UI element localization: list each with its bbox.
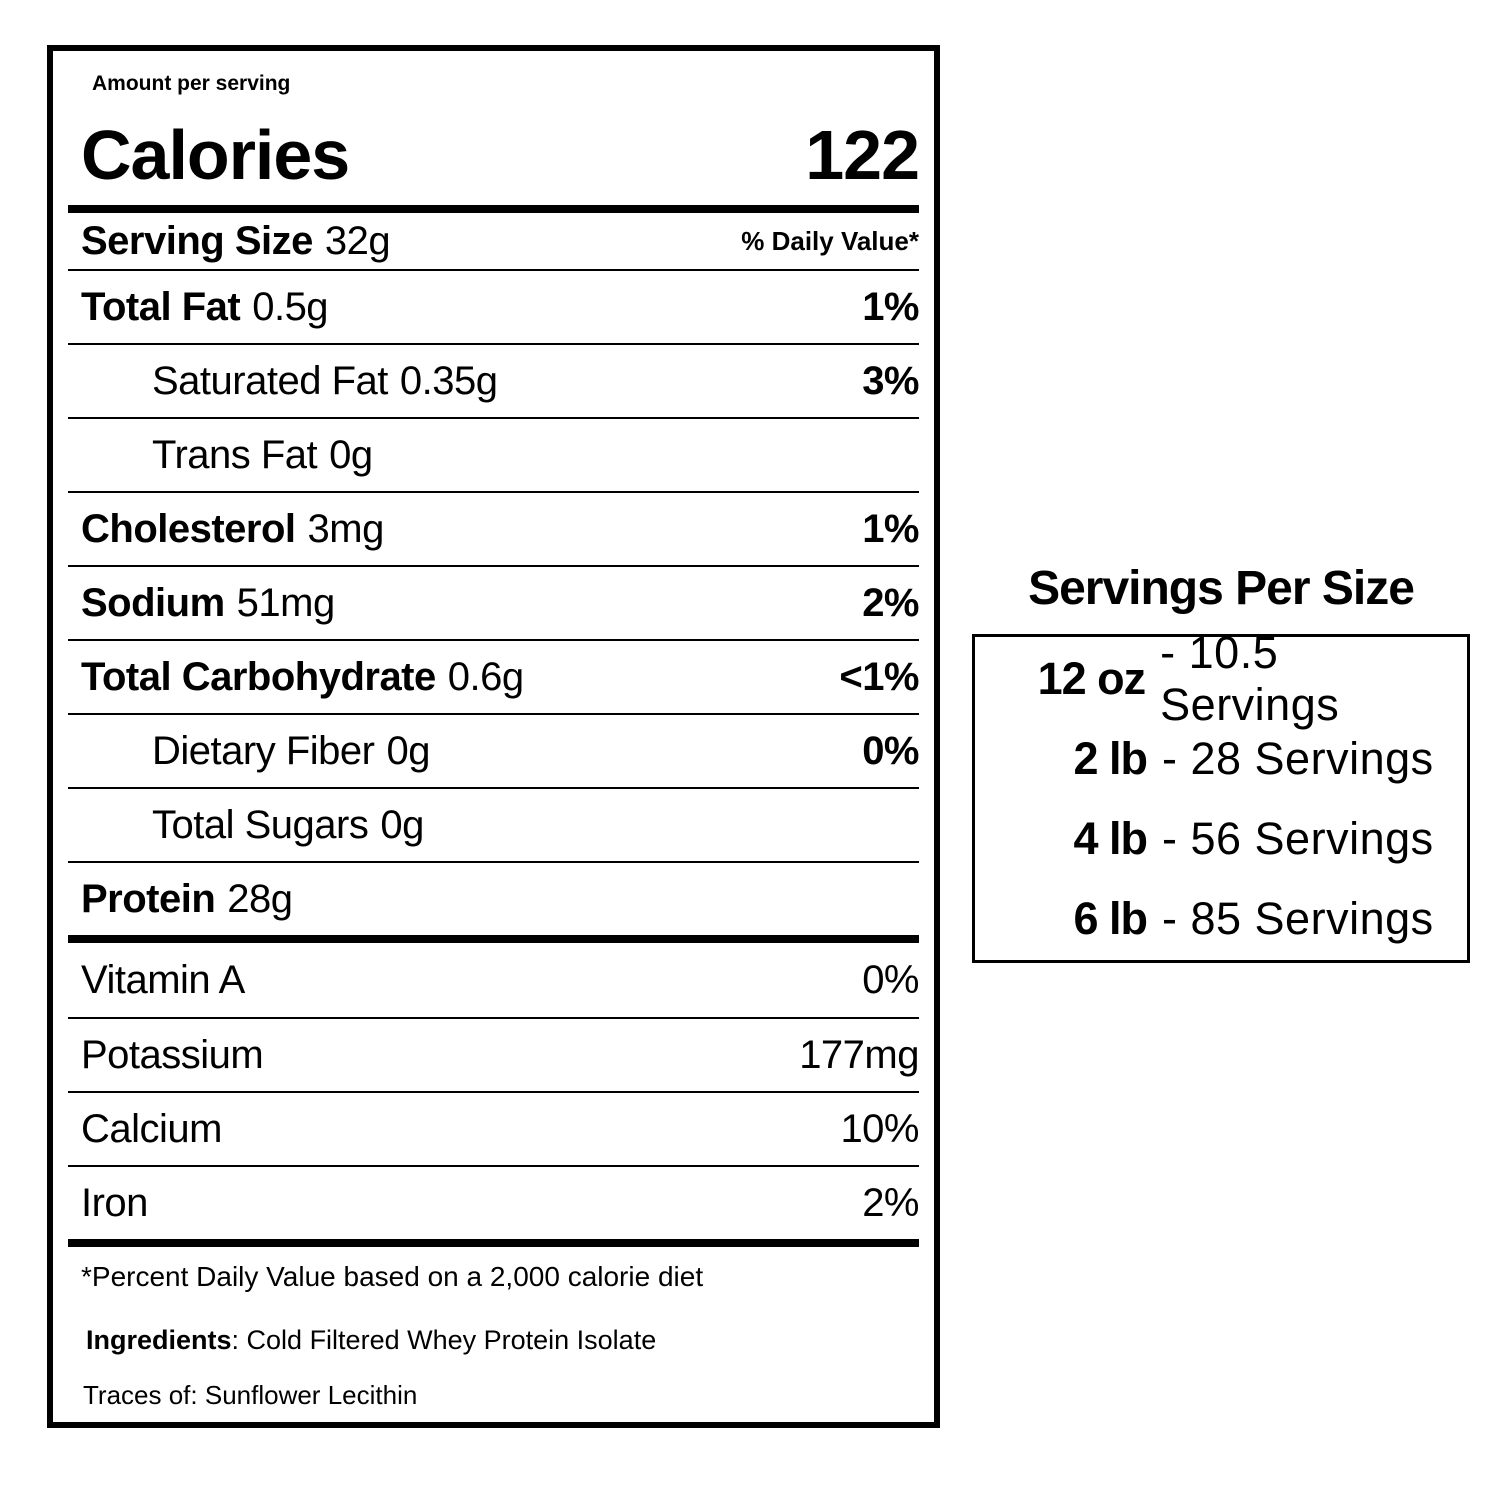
- servings-size: 2 lb: [1073, 732, 1147, 784]
- micronutrient-row-vitamin-a: [68, 943, 919, 1017]
- micronutrient-value: 177mg: [799, 1032, 919, 1077]
- micronutrient-value: 0%: [862, 957, 919, 1002]
- nutrient-dv: <1%: [839, 654, 919, 699]
- nutrient-amount: 0g: [329, 432, 373, 477]
- micronutrient-label: Potassium: [81, 1032, 264, 1077]
- nutrient-amount: 51mg: [236, 580, 335, 625]
- nutrient-dv: 1%: [862, 284, 919, 329]
- nutrient-label: Protein: [81, 876, 216, 921]
- ingredients-value: : Cold Filtered Whey Protein Isolate: [231, 1325, 657, 1355]
- nutrient-amount: 0g: [386, 728, 430, 773]
- servings-panel-title: Servings Per Size: [1028, 562, 1414, 615]
- nutrient-label: Trans Fat: [152, 432, 318, 477]
- nutrient-amount: 0g: [380, 802, 424, 847]
- nutrient-row-protein: [68, 861, 919, 935]
- nutrient-dv: 0%: [862, 728, 919, 773]
- nutrient-row-total-carbohydrate: [68, 639, 919, 713]
- nutrient-dv: 2%: [862, 580, 919, 625]
- servings-count: - 28 Servings: [1162, 732, 1434, 784]
- nutrient-amount: 0.5g: [252, 284, 329, 329]
- servings-panel: [972, 626, 1470, 963]
- nutrient-amount: 3mg: [307, 506, 384, 551]
- nutrient-label: Dietary Fiber: [152, 728, 375, 773]
- nutrient-row-total-fat: [68, 269, 919, 343]
- divider-thick: [68, 935, 919, 943]
- servings-size: 12 oz: [1037, 652, 1146, 704]
- nutrient-row-dietary-fiber: [68, 713, 919, 787]
- micronutrient-row-calcium: [68, 1091, 919, 1165]
- nutrient-label: Total Fat: [81, 284, 241, 329]
- nutrient-dv: 1%: [862, 506, 919, 551]
- divider-thick: [68, 1239, 919, 1247]
- micronutrient-label: Calcium: [81, 1106, 222, 1151]
- nutrient-label: Saturated Fat: [152, 358, 388, 403]
- servings-count: - 10.5 Servings: [1160, 626, 1340, 730]
- nutrient-dv: 3%: [862, 358, 919, 403]
- servings-size: 6 lb: [1073, 892, 1147, 944]
- daily-value-header: % Daily Value*: [741, 225, 919, 256]
- micronutrient-value: 10%: [840, 1106, 919, 1151]
- nutrient-row-saturated-fat: [68, 343, 919, 417]
- servings-count: - 85 Servings: [1162, 892, 1434, 944]
- micronutrient-label: Iron: [81, 1180, 148, 1225]
- nutrient-row-sodium: [68, 565, 919, 639]
- nutrient-label: Total Carbohydrate: [81, 654, 436, 699]
- nutrient-label: Cholesterol: [81, 506, 296, 551]
- micronutrient-label: Vitamin A: [81, 957, 245, 1002]
- daily-value-footnote: *Percent Daily Value based on a 2,000 calorie diet: [81, 1261, 704, 1292]
- ingredients-label: Ingredients: [86, 1325, 232, 1355]
- nutrient-amount: 28g: [227, 876, 293, 921]
- nutrient-amount: 0.35g: [399, 358, 498, 403]
- micronutrient-value: 2%: [862, 1180, 919, 1225]
- divider-thick: [68, 205, 919, 213]
- calories-label: Calories: [81, 116, 350, 194]
- ingredients-line: [68, 1293, 919, 1356]
- servings-size: 4 lb: [1073, 812, 1147, 864]
- calories-value: 122: [805, 116, 919, 194]
- micronutrient-row-iron: [68, 1165, 919, 1239]
- servings-row-12oz: [975, 626, 1467, 730]
- nutrient-row-cholesterol: [68, 491, 919, 565]
- serving-size-row: [68, 213, 919, 269]
- nutrition-label: [47, 45, 940, 1428]
- micronutrient-row-potassium: [68, 1017, 919, 1091]
- servings-row-2lb: [975, 719, 1467, 799]
- servings-row-4lb: [975, 799, 1467, 879]
- nutrient-label: Total Sugars: [152, 802, 369, 847]
- nutrition-label-content: [68, 71, 919, 1410]
- nutrient-row-trans-fat: [68, 417, 919, 491]
- calories-row: [68, 97, 919, 205]
- nutrient-amount: 0.6g: [447, 654, 524, 699]
- nutrient-row-total-sugars: [68, 787, 919, 861]
- serving-size-value: 32g: [324, 218, 391, 263]
- nutrient-label: Sodium: [81, 580, 225, 625]
- traces-line: Traces of: Sunflower Lecithin: [83, 1380, 418, 1410]
- serving-size-label: Serving Size: [81, 218, 313, 263]
- servings-count: - 56 Servings: [1162, 812, 1434, 864]
- servings-row-6lb: [975, 879, 1467, 959]
- amount-per-serving-label: Amount per serving: [92, 72, 291, 95]
